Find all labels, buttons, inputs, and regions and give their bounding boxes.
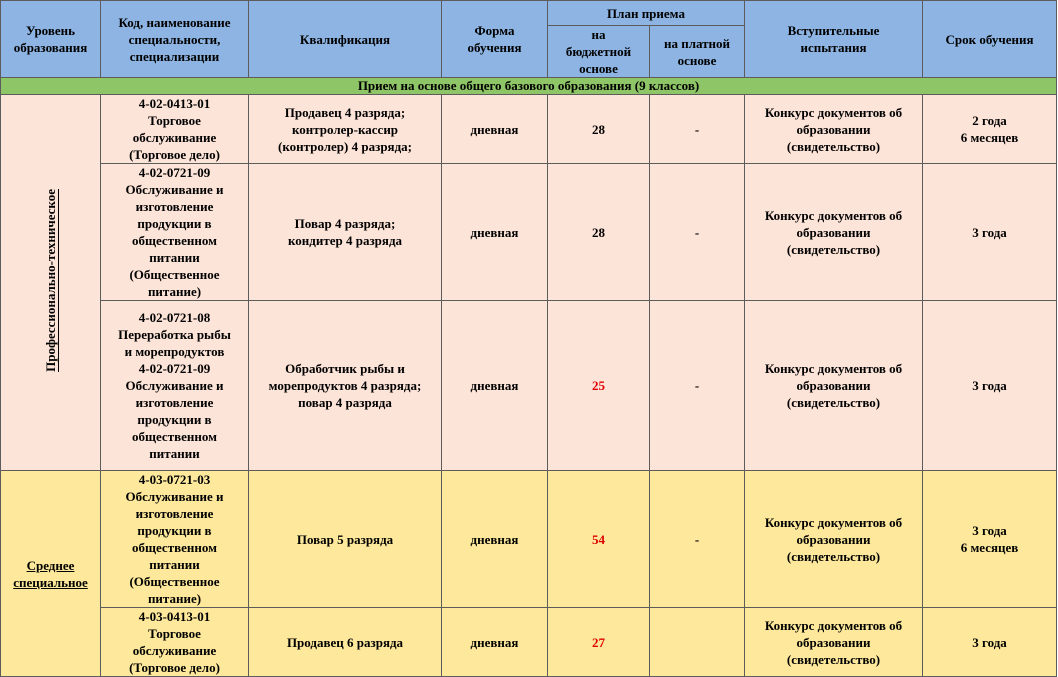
level-cell bbox=[1, 471, 101, 677]
level-label: Профессионально-техническое bbox=[43, 189, 58, 372]
duration-cell: 3 года bbox=[923, 608, 1057, 677]
section-title: Прием на основе общего базового образования (9 классов) bbox=[1, 78, 1057, 95]
level-cell bbox=[1, 95, 101, 471]
duration-cell: 3 года 6 месяцев bbox=[923, 471, 1057, 608]
header-paid: на платной основе bbox=[650, 26, 745, 78]
form-cell: дневная bbox=[442, 95, 548, 164]
exams-cell: Конкурс документов об образовании (свидетельство) bbox=[745, 95, 923, 164]
budget-cell: 28 bbox=[548, 95, 650, 164]
paid-cell: - bbox=[650, 164, 745, 301]
paid-cell bbox=[650, 608, 745, 677]
level-label: специальное bbox=[13, 574, 88, 590]
exams-cell: Конкурс документов об образовании (свидетельство) bbox=[745, 608, 923, 677]
table-row bbox=[1, 164, 1057, 301]
code-cell: 4-02-0721-09 Обслуживание и изготовление продукции в общественном питании (Общественное питание) bbox=[101, 164, 249, 301]
form-cell: дневная bbox=[442, 301, 548, 471]
paid-cell: - bbox=[650, 471, 745, 608]
qualification-cell: Обработчик рыбы и морепродуктов 4 разряда; повар 4 разряда bbox=[249, 301, 442, 471]
header-duration: Срок обучения bbox=[923, 1, 1057, 78]
header-level: Уровень образования bbox=[1, 1, 101, 78]
paid-cell: - bbox=[650, 301, 745, 471]
header-plan: План приема bbox=[548, 1, 745, 26]
header-code: Код, наименование специальности, специализации bbox=[101, 1, 249, 78]
budget-cell: 28 bbox=[548, 164, 650, 301]
budget-cell: 25 bbox=[548, 301, 650, 471]
table-row bbox=[1, 471, 1057, 608]
table-row bbox=[1, 95, 1057, 164]
qualification-cell: Продавец 4 разряда; контролер-кассир (контролер) 4 разряда; bbox=[249, 95, 442, 164]
form-cell: дневная bbox=[442, 471, 548, 608]
level-label: Среднее bbox=[26, 557, 75, 573]
qualification-cell: Продавец 6 разряда bbox=[249, 608, 442, 677]
qualification-cell: Повар 4 разряда; кондитер 4 разряда bbox=[249, 164, 442, 301]
header-exams: Вступительные испытания bbox=[745, 1, 923, 78]
paid-cell: - bbox=[650, 95, 745, 164]
form-cell: дневная bbox=[442, 608, 548, 677]
code-cell: 4-03-0413-01 Торговое обслуживание (Торговое дело) bbox=[101, 608, 249, 677]
code-cell: 4-03-0721-03 Обслуживание и изготовление продукции в общественном питании (Общественное питание) bbox=[101, 471, 249, 608]
exams-cell: Конкурс документов об образовании (свидетельство) bbox=[745, 164, 923, 301]
code-cell: 4-02-0721-08 Переработка рыбы и морепродуктов 4-02-0721-09 Обслуживание и изготовление продукции в общественном питании bbox=[101, 301, 249, 471]
duration-cell: 3 года bbox=[923, 301, 1057, 471]
exams-cell: Конкурс документов об образовании (свидетельство) bbox=[745, 471, 923, 608]
duration-cell: 3 года bbox=[923, 164, 1057, 301]
header-qualification: Квалификация bbox=[249, 1, 442, 78]
header-budget: на бюджетной основе bbox=[548, 26, 650, 78]
duration-cell: 2 года 6 месяцев bbox=[923, 95, 1057, 164]
table-row bbox=[1, 608, 1057, 677]
form-cell: дневная bbox=[442, 164, 548, 301]
table-row bbox=[1, 301, 1057, 471]
budget-cell: 54 bbox=[548, 471, 650, 608]
budget-cell: 27 bbox=[548, 608, 650, 677]
code-cell: 4-02-0413-01 Торговое обслуживание (Торговое дело) bbox=[101, 95, 249, 164]
header-form: Форма обучения bbox=[442, 1, 548, 78]
exams-cell: Конкурс документов об образовании (свидетельство) bbox=[745, 301, 923, 471]
qualification-cell: Повар 5 разряда bbox=[249, 471, 442, 608]
